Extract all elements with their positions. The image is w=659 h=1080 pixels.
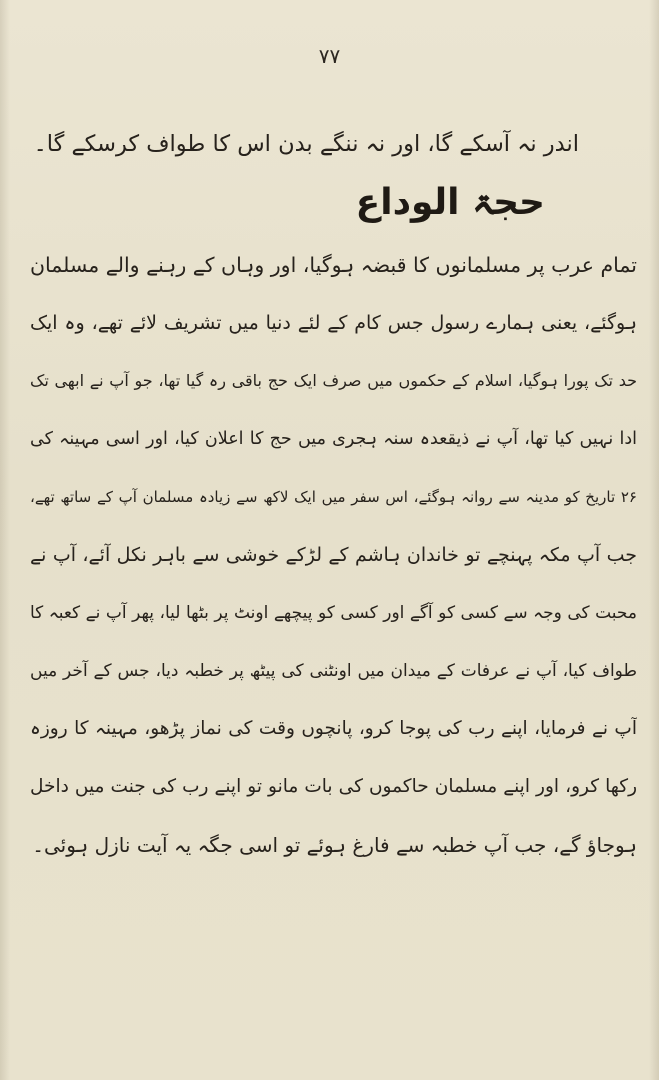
paragraph-line: ادا نہیں کیا تھا، آپ نے ذیقعدہ سنہ ہجری میں حج کا اعلان کیا، اور اسی مہینہ کی (30, 429, 637, 449)
paragraph-line: ہوگئے، یعنی ہمارے رسول جس کام کے لئے دنیا میں تشریف لائے تھے، وہ ایک (30, 312, 637, 334)
intro-line: اندر نہ آسکے گا، اور نہ ننگے بدن اس کا طواف کرسکے گا۔ (33, 131, 579, 157)
paragraph-line: تمام عرب پر مسلمانوں کا قبضہ ہوگیا، اور وہاں کے رہنے والے مسلمان (30, 253, 637, 277)
page-edge-shadow (0, 0, 10, 1080)
section-heading: حجۃ الوداع (355, 182, 545, 223)
paragraph-line: رکھا کرو، اور اپنے مسلمان حاکموں کی بات مانو تو اپنے رب کی جنت میں داخل (30, 776, 637, 797)
paragraph-line: حد تک پورا ہوگیا، اسلام کے حکموں میں صرف ایک حج باقی رہ گیا تھا، جو آپ نے ابھی تک (30, 371, 637, 390)
paragraph-line: محبت کی وجہ سے کسی کو آگے اور کسی کو پیچھے اونٹ پر بٹھا لیا، پھر آپ نے کعبہ کا (30, 603, 637, 623)
paragraph-line: ۲۶ تاریخ کو مدینہ سے روانہ ہوگئے، اس سفر میں ایک لاکھ سے زیادہ مسلمان آپ کے ساتھ تھے، (30, 488, 637, 506)
page-text (30, 118, 637, 874)
page-number: ۷۷ (318, 44, 341, 68)
paragraph-line: ہوجاؤ گے، جب آپ خطبہ سے فارغ ہوئے تو اسی جگہ یہ آیت نازل ہوئی۔ (32, 833, 637, 857)
paragraph-line: آپ نے فرمایا، اپنے رب کی پوجا کرو، پانچوں وقت کی نماز پڑھو، مہینہ کا روزہ (30, 718, 637, 739)
page-edge-shadow (649, 0, 659, 1080)
paragraph-line: طواف کیا، آپ نے عرفات کے میدان میں اونٹنی کی پیٹھ پر خطبہ دیا، جس کے آخر میں (30, 661, 637, 681)
paragraph-line: جب آپ مکہ پہنچے تو خاندان ہاشم کے لڑکے خوشی سے باہر نکل آئے، آپ نے (30, 544, 637, 566)
